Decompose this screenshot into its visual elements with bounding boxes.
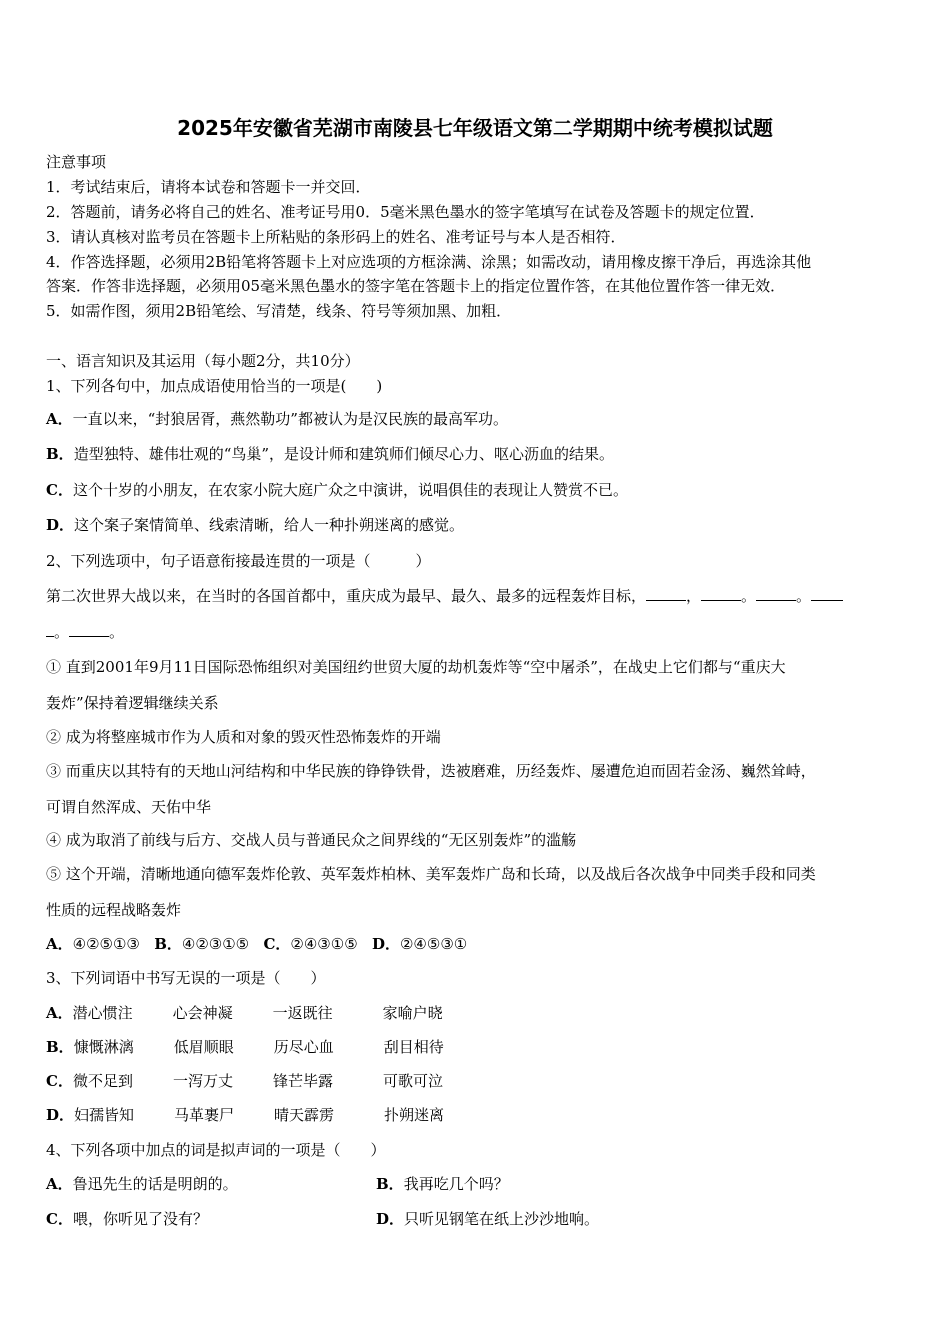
q1-option-c: C．这个十岁的小朋友，在农家小院大庭广众之中演讲，说唱俱佳的表现让人赞赏不已。 (46, 481, 628, 499)
q2-passage-cont: 。 。 (46, 622, 906, 642)
notice-item: 2．答题前，请务必将自己的姓名、准考证号用0．5毫米黑色墨水的签字笔填写在试卷及答题卡的规定位置． (46, 203, 765, 221)
page-title: 2025年安徽省芜湖市南陵县七年级语文第二学期期中统考模拟试题 (177, 116, 773, 140)
notice-heading: 注意事项 (46, 153, 107, 171)
q2-sentence: ③ 而重庆以其特有的天地山河结构和中华民族的铮铮铁骨，迭被磨难，历经轰炸、屡遭危迫而固若金汤、巍然耸峙， (46, 762, 816, 780)
q4-options-row: A．鲁迅先生的话是明朗的。 B．我再吃几个吗？ (46, 1175, 509, 1193)
answer-blank (756, 586, 796, 601)
q2-sentence: ② 成为将整座城市作为人质和对象的毁灭性恐怖轰炸的开端 (46, 728, 441, 746)
answer-blank (701, 586, 741, 601)
notice-item: 答案．作答非选择题，必须用05毫米黑色墨水的签字笔在答题卡上的指定位置作答，在其他位置作答一律无效． (46, 277, 786, 295)
notice-item: 1．考试结束后，请将本试卷和答题卡一并交回． (46, 178, 371, 196)
question-3-stem: 3、下列词语中书写无误的一项是（ ） (46, 969, 326, 987)
q2-passage: 第二次世界大战以来，在当时的各国首都中，重庆成为最早、最久、最多的远程轰炸目标， ， 。 。 (46, 586, 906, 606)
q2-sentence: ④ 成为取消了前线与后方、交战人员与普通民众之间界线的“无区别轰炸”的滥觞 (46, 831, 577, 849)
q4-options-row: C．喂，你听见了没有？ D．只听见钢笔在纸上沙沙地响。 (46, 1210, 600, 1228)
q1-option-b: B．造型独特、雄伟壮观的“鸟巢”，是设计师和建筑师们倾尽心力、呕心沥血的结果。 (46, 445, 615, 463)
q2-sentence: 性质的远程战略轰炸 (46, 901, 182, 919)
question-1-stem: 1、下列各句中，加点成语使用恰当的一项是( ) (46, 377, 383, 395)
notice-item: 5．如需作图，须用2B铅笔绘、写清楚，线条、符号等须加黑、加粗． (46, 302, 512, 320)
q2-sentence: ① 直到2001年9月11日国际恐怖组织对美国纽约世贸大厦的劫机轰炸等“空中屠杀”，在战史上它们都与“重庆大 (46, 658, 786, 676)
q3-option-d: D．妇孺皆知 马革裹尸 晴天霹雳 扑朔迷离 (46, 1106, 445, 1124)
q2-sentence: 可谓自然浑成、天佑中华 (46, 798, 212, 816)
question-2-stem: 2、下列选项中，句子语意衔接最连贯的一项是（ ） (46, 552, 431, 570)
section-heading: 一、语言知识及其运用（每小题2分，共10分） (46, 352, 360, 370)
q1-option-a: A．一直以来，“封狼居胥，燕然勒功”都被认为是汉民族的最高军功。 (46, 410, 508, 428)
q3-option-c: C．微不足到 一泻万丈 锋芒毕露 可歌可泣 (46, 1072, 443, 1090)
answer-blank (69, 622, 109, 637)
notice-item: 3．请认真核对监考员在答题卡上所粘贴的条形码上的姓名、准考证号与本人是否相符． (46, 228, 626, 246)
answer-blank (646, 586, 686, 601)
answer-blank (46, 622, 54, 637)
q2-options: A．④②⑤①③ B．④②③①⑤ C．②④③①⑤ D．②④⑤③① (46, 935, 468, 953)
question-4-stem: 4、下列各项中加点的词是拟声词的一项是（ ） (46, 1141, 386, 1159)
q3-option-b: B．慷慨淋漓 低眉顺眼 历尽心血 刮目相待 (46, 1038, 444, 1056)
answer-blank (811, 586, 843, 601)
q2-sentence: ⑤ 这个开端，清晰地通向德军轰炸伦敦、英军轰炸柏林、美军轰炸广岛和长琦，以及战后各次战争中同类手段和同类 (46, 865, 816, 883)
q1-option-d: D．这个案子案情简单、线索清晰，给人一种扑朔迷离的感觉。 (46, 516, 465, 534)
q3-option-a: A．潜心惯注 心会神凝 一返既往 家喻户晓 (46, 1004, 443, 1022)
notice-item: 4．作答选择题，必须用2B铅笔将答题卡上对应选项的方框涂满、涂黑；如需改动，请用橡皮擦干净后，再选涂其他 (46, 253, 812, 271)
q2-sentence: 轰炸”保持着逻辑继续关系 (46, 694, 219, 712)
